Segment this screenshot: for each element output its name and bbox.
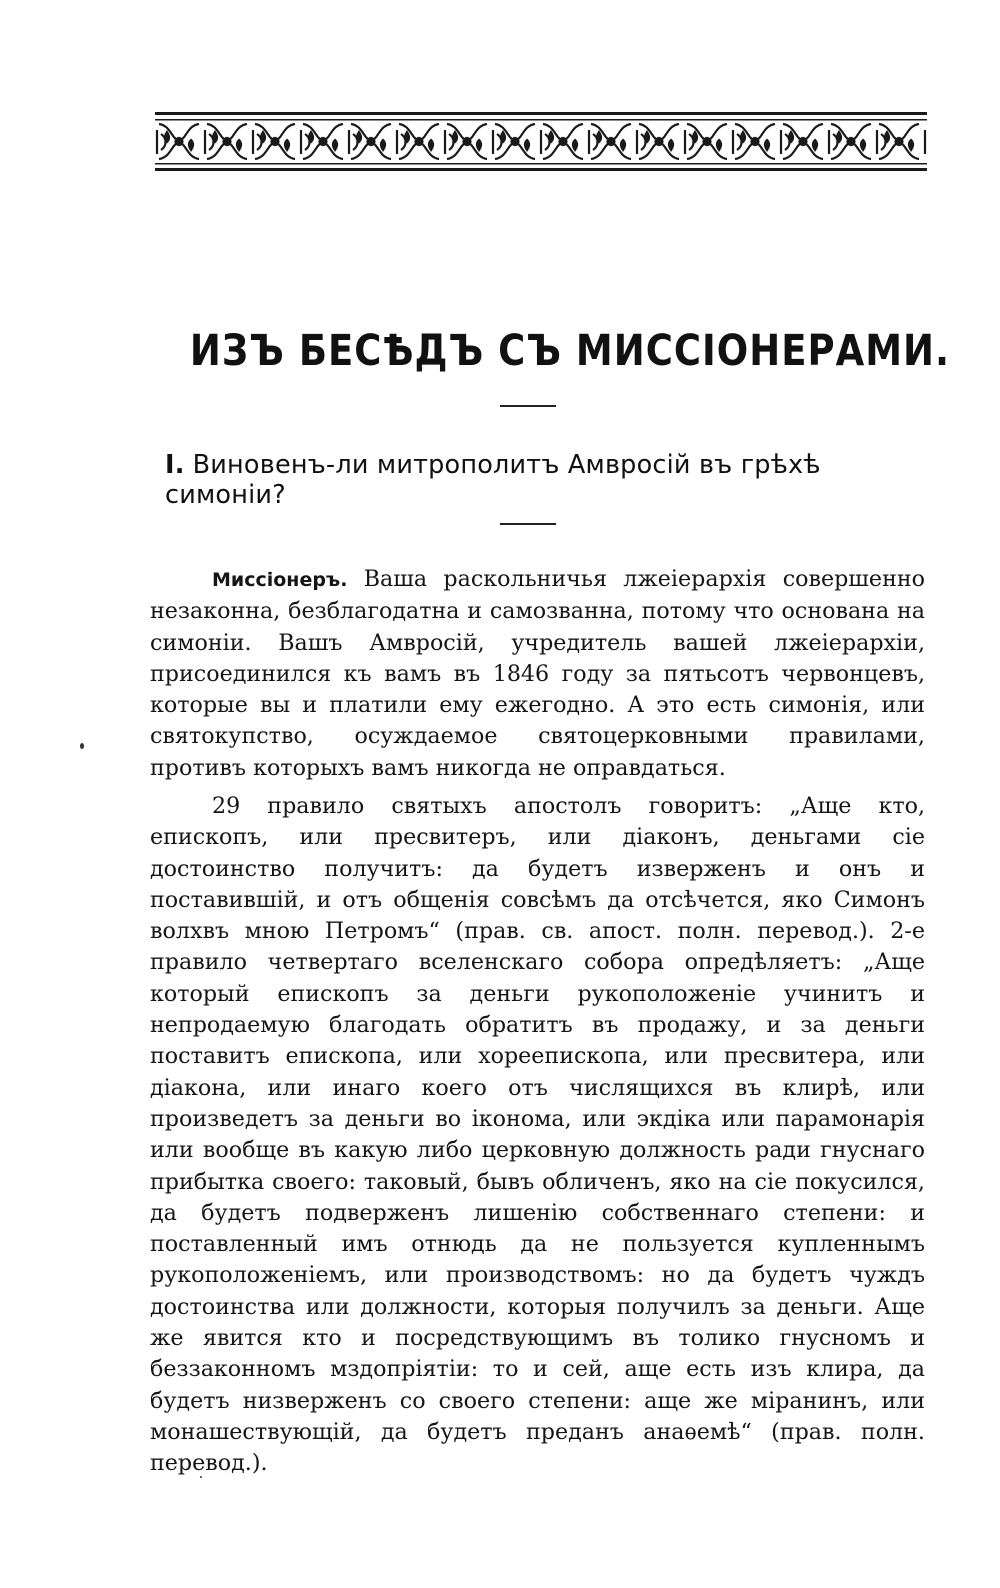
ornament-motif: [445, 124, 487, 159]
ornament-motif: [157, 124, 199, 159]
ornament-motif: [493, 124, 535, 159]
ornament-motif: [781, 124, 823, 159]
ornament-motif: [205, 124, 247, 159]
ornament-motif: [877, 124, 919, 159]
print-speck: [200, 1476, 202, 1478]
ornament-motif: [397, 124, 439, 159]
page-title: ИЗЪ БЕСѢДЪ СЪ МИССІОНЕРАМИ.: [189, 326, 951, 376]
speaker-label: Миссіонеръ.: [212, 569, 348, 591]
ornament-motif: [925, 124, 927, 159]
paragraph-canons-text: 29 правило святыхъ апостолъ говоритъ: „Аще кто, епископъ, или пресвитеръ, или діаконъ, деньгами сіе достоинство получитъ: да будетъ изверженъ и онъ и поставившій, и отъ общенія совсѣмъ да отсѣчется, яко Симонъ волхвъ мною Петромъ“ (прав. св. апост. полн. перевод.). 2-е правило четвертаго вселенскаго собора опредѣляетъ: „Аще который епископъ за деньги рукоположеніе учинитъ и непродаемую благодать обратитъ въ продажу, и за деньги поставитъ епископа, или хореепископа, или пресвитера, или діакона, или инаго коего отъ числящихся въ клирѣ, или произведетъ за деньги во іконома, или экдіка или парамонарія или вообще въ какую либо церковную должность ради гнуснаго прибытка своего: таковый, бывъ обличенъ, яко на сіе покусился, да будетъ подверженъ лишенію собственнаго степени: и поставленный имъ отнюдь да не пользуется купленнымъ рукоположеніемъ, или производствомъ: но да будетъ чуждъ достоинства или должности, которыя получилъ за деньги. Аще же явится кто и посредствующимъ въ толико гнусномъ и беззаконномъ мздопріятіи: то и сей, аще есть изъ клира, да будетъ низверженъ со своего степени: аще же міранинъ, или монашествующій, да будетъ преданъ анаѳемѣ“ (прав. полн. перевод.).: [150, 793, 925, 1477]
print-speck: [80, 743, 84, 749]
ornament-motif: [541, 124, 583, 159]
paragraph-missionary: [150, 564, 925, 784]
floral-ornament-icon: [155, 112, 927, 172]
ornament-motif: [253, 124, 295, 159]
section-divider: [500, 523, 556, 525]
title-divider: [500, 405, 556, 407]
section-heading: [165, 450, 925, 510]
ornament-motif: [685, 124, 727, 159]
ornament-motif: [589, 124, 631, 159]
ornament-motif: [301, 124, 343, 159]
ornament-motif: [349, 124, 391, 159]
ornament-motif: [829, 124, 871, 159]
ornament-motif: [733, 124, 775, 159]
paragraph-canons: [150, 791, 925, 1480]
ornament-band-graphic: [155, 112, 927, 172]
section-title: Виновенъ-ли митрополитъ Амвросій въ грѣхѣ симоніи?: [165, 450, 821, 510]
section-numeral: I.: [165, 450, 185, 480]
paragraph-missionary-text: Ваша раскольничья лжеіерархія совершенно незаконна, безблагодатна и самозванна, потому что основана на симоніи. Вашъ Амвросій, учредитель вашей лжеіерархіи, присоединился къ вамъ въ 1846 году за пятьсотъ червонцевъ, которые вы и платили ему ежегодно. А это есть симонія, или святокупство, осуждаемое святоцерковными правилами, противъ которыхъ вамъ никогда не оправдаться.: [150, 566, 926, 781]
ornament-motif: [637, 124, 679, 159]
